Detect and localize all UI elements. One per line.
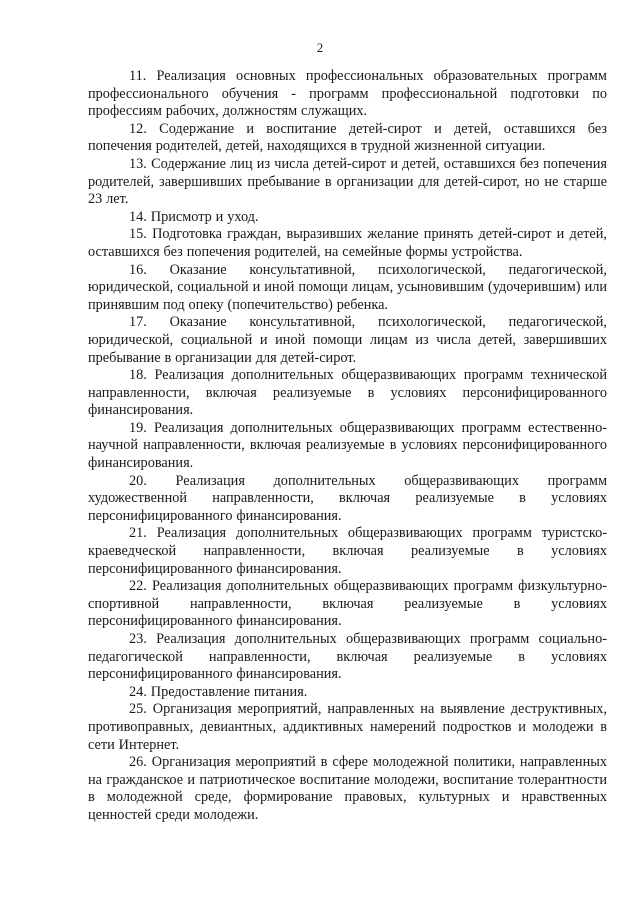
list-item: 18. Реализация дополнительных общеразвивающих программ технической направленности, включая реализуемые в условиях персонифицированного финансирования. xyxy=(88,367,607,419)
list-item: 19. Реализация дополнительных общеразвивающих программ естественно-научной направленности, включая реализуемые в условиях персонифицированного финансирования. xyxy=(88,419,607,472)
list-item: 20. Реализация дополнительных общеразвивающих программ художественной направленности, включая реализуемые в условиях персонифицированного финансирования. xyxy=(88,472,607,524)
list-item: 21. Реализация дополнительных общеразвивающих программ туристско-краеведческой направленности, включая реализуемые в условиях персонифицированного финансирования. xyxy=(88,525,607,577)
list-item: 15. Подготовка граждан, выразивших желание принять детей-сирот и детей, оставшихся без попечения родителей, на семейные формы устройства. xyxy=(88,226,607,260)
list-item: 25. Организация мероприятий, направленных на выявление деструктивных, противоправных, девиантных, аддиктивных намерений подростков и молодежи в сети Интернет. xyxy=(88,701,607,753)
list-item: 13. Содержание лиц из числа детей-сирот и детей, оставшихся без попечения родителей, завершивших пребывание в организации для детей-сирот, но не старше 23 лет. xyxy=(88,155,607,208)
list-item: 11. Реализация основных профессиональных образовательных программ профессионального обучения - программ профессиональной подготовки по профессиям рабочих, должностям служащих. xyxy=(88,68,607,120)
page-number: 2 xyxy=(316,40,324,55)
list-item: 23. Реализация дополнительных общеразвивающих программ социально-педагогической направленности, включая реализуемые в условиях персонифицированного финансирования. xyxy=(88,631,607,683)
list-item: 22. Реализация дополнительных общеразвивающих программ физкультурно-спортивной направленности, включая реализуемые в условиях персонифицированного финансирования. xyxy=(88,578,607,630)
list-item: 16. Оказание консультативной, психологической, педагогической, юридической, социальной и иной помощи лицам, усыновившим (удочерившим) или принявшим под опеку (попечительство) ребенка. xyxy=(88,261,607,313)
list-item: 24. Предоставление питания. xyxy=(129,683,308,700)
list-item: 12. Содержание и воспитание детей-сирот и детей, оставшихся без попечения родителей, детей, находящихся в трудной жизненной ситуации. xyxy=(88,120,607,155)
list-item: 17. Оказание консультативной, психологической, педагогической, юридической, социальной и иной помощи лицам из числа детей, завершивших пребывание в организации для детей-сирот. xyxy=(88,314,607,366)
list-item: 26. Организация мероприятий в сфере молодежной политики, направленных на гражданское и патриотическое воспитание молодежи, воспитание толерантности в молодежной среде, формирование правовых, культурных и нравственных ценностей среди молодежи. xyxy=(88,754,607,823)
list-item: 14. Присмотр и уход. xyxy=(129,208,259,225)
document-body xyxy=(88,68,607,825)
